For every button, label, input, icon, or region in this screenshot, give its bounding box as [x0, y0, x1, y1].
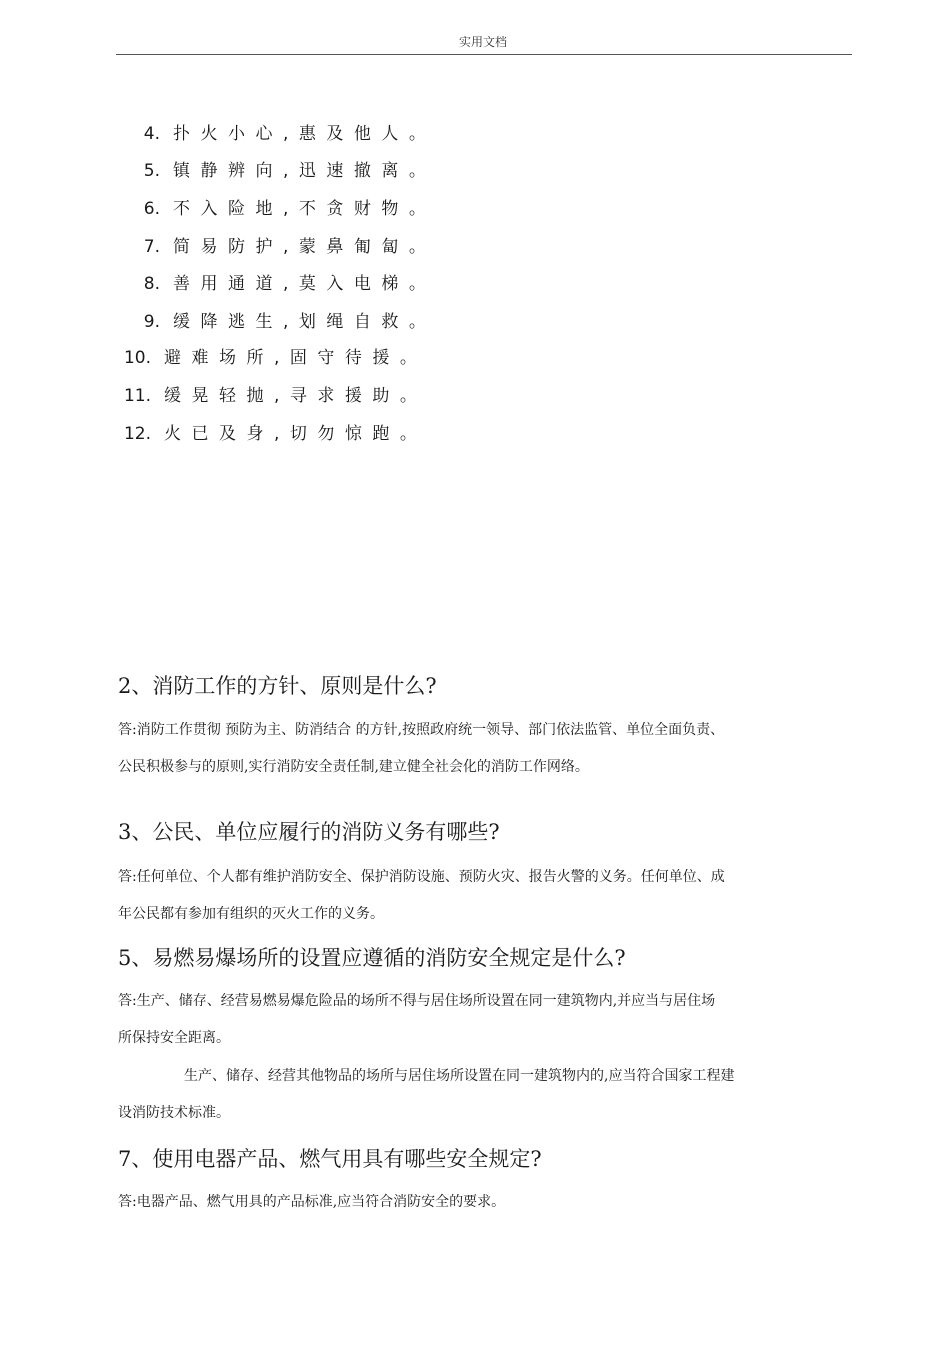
list-phrase: 火已及身,切勿惊跑。	[164, 424, 428, 444]
list-phrase: 镇静辨向,迅速撤离。	[173, 161, 437, 181]
list-phrase: 避难场所,固守待援。	[164, 348, 428, 368]
list-number: 10.	[123, 348, 151, 368]
list-number: 6.	[143, 199, 160, 219]
question-heading: 7、使用电器产品、燃气用具有哪些安全规定?	[118, 1147, 542, 1171]
answer-line: 生产、储存、经营其他物品的场所与居住场所设置在同一建筑物内的,应当符合国家工程建	[184, 1068, 735, 1084]
answer-line: 所保持安全距离。	[118, 1030, 230, 1046]
list-phrase: 缓降逃生,划绳自救。	[173, 312, 437, 332]
answer-line: 公民积极参与的原则,实行消防安全责任制,建立健全社会化的消防工作网络。	[118, 759, 589, 775]
question-heading: 2、消防工作的方针、原则是什么?	[118, 674, 437, 698]
list-number: 11.	[123, 386, 151, 406]
list-phrase: 扑火小心,惠及他人。	[173, 124, 437, 144]
answer-line: 设消防技术标准。	[118, 1105, 230, 1121]
answer-line: 年公民都有参加有组织的灭火工作的义务。	[118, 906, 384, 922]
list-phrase: 简易防护,蒙鼻匍匐。	[173, 237, 437, 257]
list-phrase: 善用通道,莫入电梯。	[173, 274, 437, 294]
list-phrase: 不入险地,不贪财物。	[173, 199, 437, 219]
list-number: 8.	[143, 274, 160, 294]
list-number: 4.	[143, 124, 160, 144]
list-number: 5.	[143, 161, 160, 181]
answer-line: 答:电器产品、燃气用具的产品标准,应当符合消防安全的要求。	[118, 1194, 506, 1210]
answer-line: 答:消防工作贯彻 预防为主、防消结合 的方针,按照政府统一领导、部门依法监管、单位全面负责、	[118, 722, 725, 738]
list-phrase: 缓晃轻抛,寻求援助。	[164, 386, 428, 406]
question-heading: 5、易燃易爆场所的设置应遵循的消防安全规定是什么?	[118, 946, 626, 970]
answer-line: 答:生产、储存、经营易燃易爆危险品的场所不得与居住场所设置在同一建筑物内,并应当与居住场	[118, 993, 716, 1009]
list-number: 9.	[143, 312, 160, 332]
answer-line: 答:任何单位、个人都有维护消防安全、保护消防设施、预防火灾、报告火警的义务。任何单位、成	[118, 869, 725, 885]
list-number: 12.	[123, 424, 151, 444]
list-number: 7.	[143, 237, 160, 257]
header-title: 实用文档	[458, 35, 507, 49]
question-heading: 3、公民、单位应履行的消防义务有哪些?	[118, 820, 500, 844]
header-divider	[116, 54, 852, 55]
